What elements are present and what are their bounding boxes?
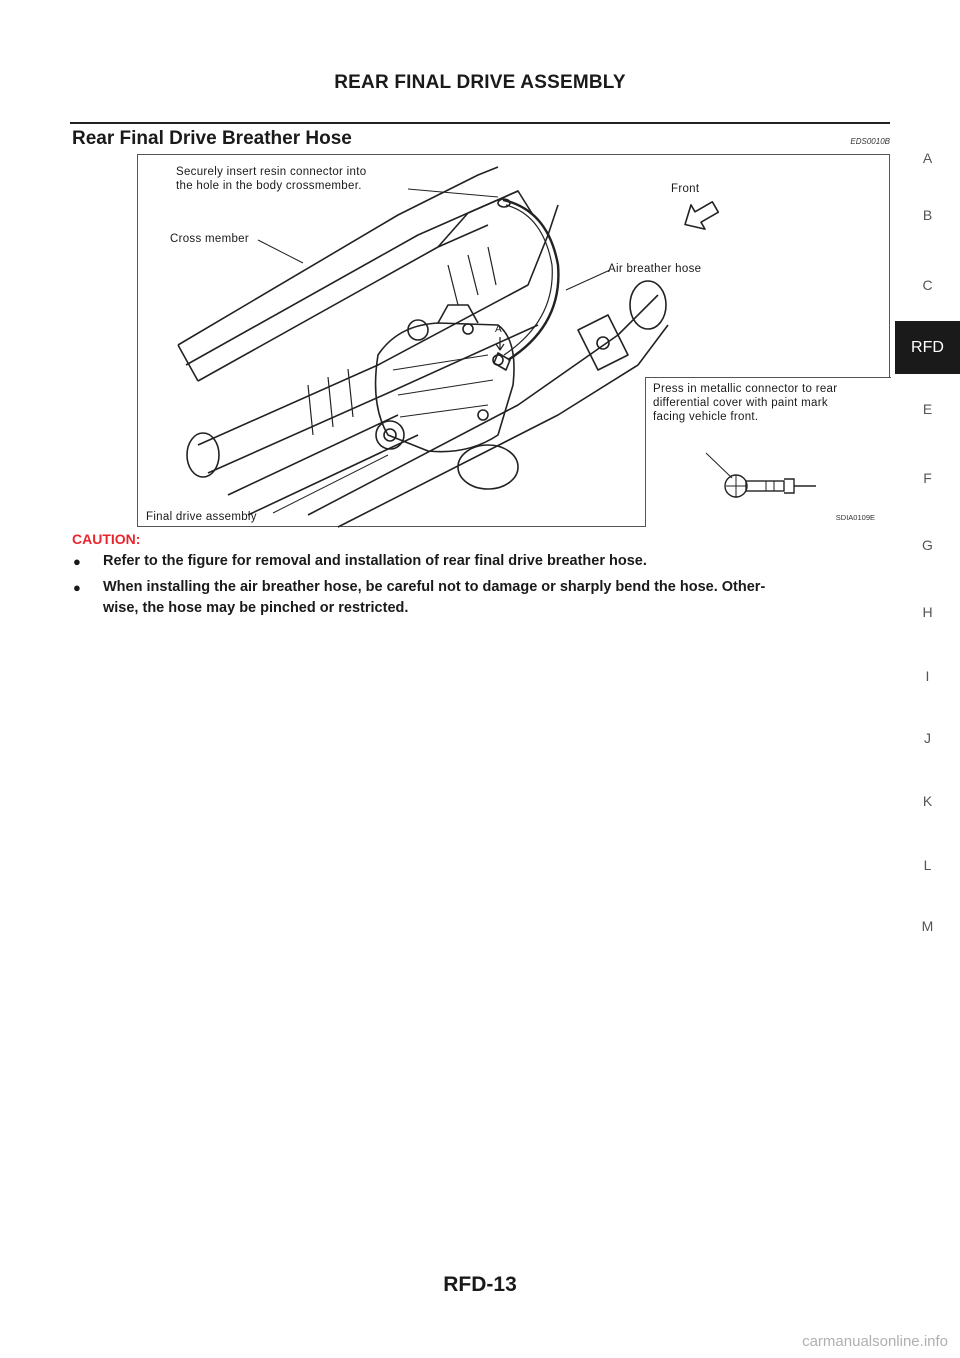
breather-hose-figure — [137, 154, 890, 527]
page-number: RFD-13 — [443, 1273, 517, 1296]
side-tab-g[interactable]: G — [922, 537, 933, 553]
caution-item — [72, 577, 892, 619]
caution-list — [72, 551, 892, 624]
label-cross-member: Cross member — [170, 233, 250, 245]
label-air-breather-hose: Air breather hose — [608, 263, 702, 275]
caution-item — [72, 551, 892, 572]
figure-code: SDIA0109E — [835, 513, 875, 522]
side-tab-h[interactable]: H — [922, 604, 933, 620]
side-tab-c[interactable]: C — [922, 277, 933, 293]
label-metallic-connector: Press in metallic connector to rear differential cover with paint mark facing vehicle front. — [653, 383, 838, 423]
label-point-a: A — [495, 324, 502, 335]
bullet-icon: ● — [73, 554, 81, 569]
caution-title: CAUTION: — [72, 531, 141, 547]
side-tab-i[interactable]: I — [925, 668, 930, 684]
label-resin-connector: Securely insert resin connector into the hole in the body crossmember. — [176, 166, 367, 192]
connector-detail-illustration — [646, 378, 892, 528]
watermark: carmanualsonline.info — [802, 1333, 948, 1350]
bullet-icon: ● — [73, 580, 81, 595]
side-tab-f[interactable]: F — [923, 470, 932, 486]
side-tab-j[interactable]: J — [924, 730, 931, 746]
caution-item-text: Refer to the figure for removal and installation of rear final drive breather hose. — [103, 553, 647, 569]
side-tab-k[interactable]: K — [922, 793, 933, 809]
side-tab-a[interactable]: A — [922, 150, 933, 166]
section-title: Rear Final Drive Breather Hose — [72, 128, 352, 149]
side-tab-e[interactable]: E — [922, 401, 933, 417]
header-rule — [70, 122, 890, 124]
metallic-connector-inset — [645, 377, 891, 527]
section-code: EDS0010B — [850, 137, 890, 146]
side-tab-l[interactable]: L — [923, 857, 932, 873]
label-final-drive-assembly: Final drive assembly — [146, 511, 257, 523]
caution-item-text: When installing the air breather hose, be careful not to damage or sharply bend the hose. Other- wise, the hose may be pinched or restricted. — [103, 579, 766, 616]
label-front: Front — [671, 183, 700, 195]
side-tab-b[interactable]: B — [922, 207, 933, 223]
page-header-title: REAR FINAL DRIVE ASSEMBLY — [334, 72, 626, 93]
side-tab-rfd[interactable]: RFD — [895, 321, 960, 374]
section-index-tabs — [895, 0, 960, 1358]
side-tab-m[interactable]: M — [921, 918, 934, 934]
